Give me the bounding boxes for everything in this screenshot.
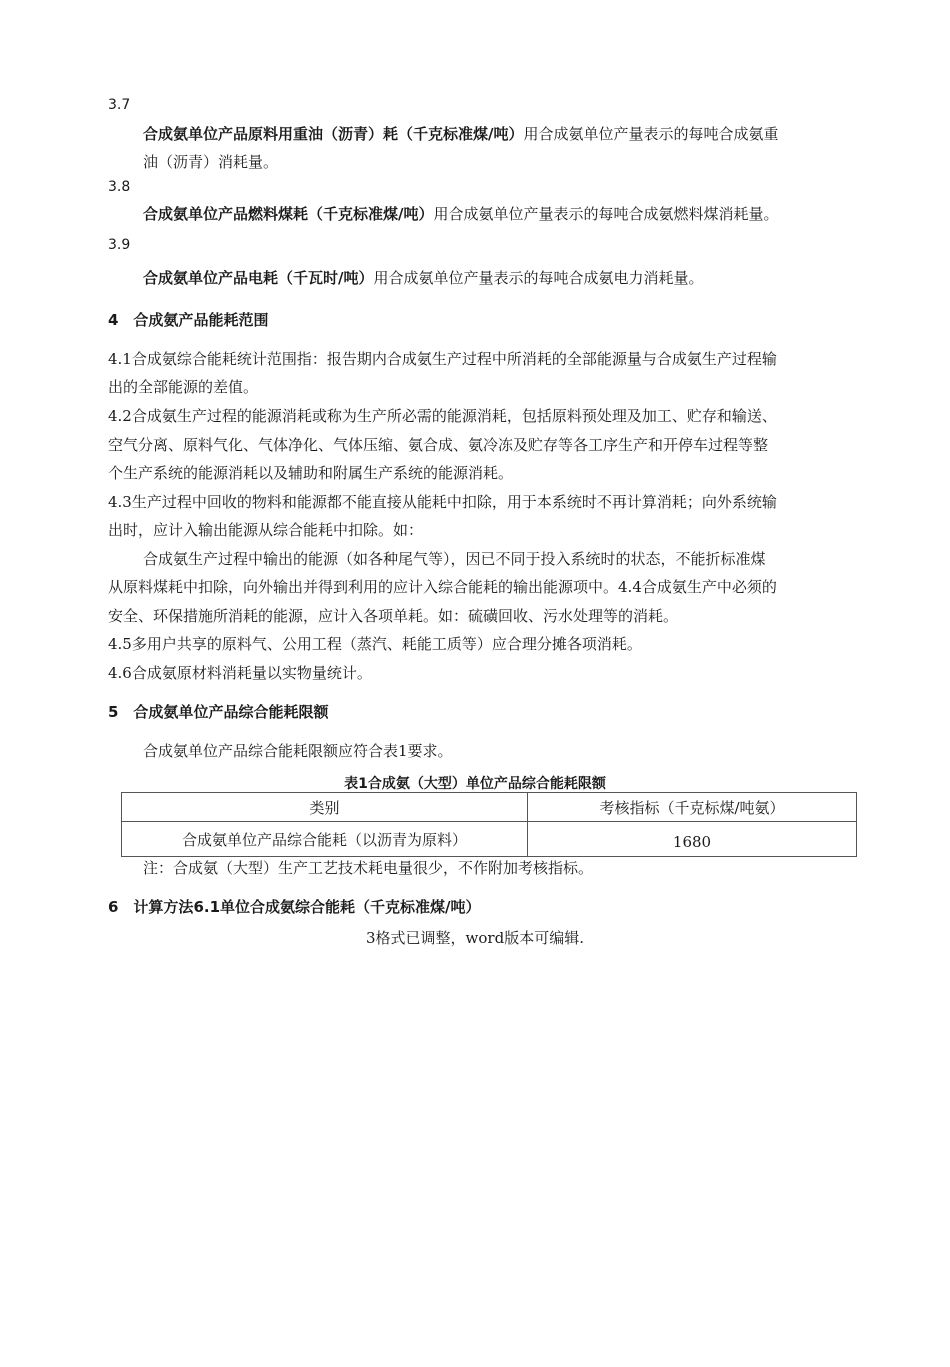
paragraph-line: 4.6合成氨原材料消耗量以实物量统计。 xyxy=(108,664,372,682)
paragraph-line: 合成氨生产过程中输出的能源（如各种尾气等），因已不同于投入系统时的状态，不能折标准煤 xyxy=(143,550,766,568)
table-cell: 合成氨单位产品综合能耗（以沥青为原料） xyxy=(122,822,528,857)
paragraph-line: 出时，应计入输出能源从综合能耗中扣除。如： xyxy=(108,521,424,539)
table-note: 注：合成氨（大型）生产工艺技术耗电量很少，不作附加考核指标。 xyxy=(143,859,594,877)
section-heading: 5 合成氨单位产品综合能耗限额 xyxy=(108,703,329,721)
definition-line xyxy=(143,268,704,288)
paragraph-line: 4.5多用户共享的原料气、公用工程（蒸汽、耗能工质等）应合理分摊各项消耗。 xyxy=(108,635,642,653)
paragraph-line: 个生产系统的能源消耗以及辅助和附属生产系统的能源消耗。 xyxy=(108,464,514,482)
section-number: 3.7 xyxy=(108,97,131,113)
paragraph-line: 安全、环保措施所消耗的能源，应计入各项单耗。如：硫磺回收、污水处理等的消耗。 xyxy=(108,607,679,625)
definition-line xyxy=(143,204,779,224)
paragraph-line: 4.2合成氨生产过程的能源消耗或称为生产所必需的能源消耗，包括原料预处理及加工、贮存和输送、 xyxy=(108,407,777,425)
section-heading: 4 合成氨产品能耗范围 xyxy=(108,311,269,329)
table-header-cell: 考核指标（千克标煤/吨氨） xyxy=(528,793,857,822)
section-heading xyxy=(108,897,481,917)
definition-line xyxy=(143,124,779,144)
table-header-cell: 类别 xyxy=(122,793,528,822)
section-number: 3.9 xyxy=(108,237,131,253)
footer-note: 3格式已调整，word版本可编辑. xyxy=(366,929,584,947)
term: 合成氨单位产品原料用重油（沥青）耗（千克标准煤/吨） xyxy=(143,125,524,143)
definition: 用合成氨单位产量表示的每吨合成氨电力消耗量。 xyxy=(373,269,704,287)
paragraph-line: 出的全部能源的差值。 xyxy=(108,378,259,396)
paragraph-line: 4.1合成氨综合能耗统计范围指：报告期内合成氨生产过程中所消耗的全部能源量与合成氨生产过程输 xyxy=(108,350,777,368)
table-cell: 1680 xyxy=(528,822,857,857)
term: 合成氨单位产品燃料煤耗（千克标准煤/吨） xyxy=(143,205,434,223)
term: 合成氨单位产品电耗（千瓦时/吨） xyxy=(143,269,374,287)
section-heading-number: 6 计算方法6.1单位合成氨综合能耗 xyxy=(108,898,356,916)
definition-line: 油（沥青）消耗量。 xyxy=(143,153,279,171)
paragraph-line: 空气分离、原料气化、气体净化、气体压缩、氨合成、氨冷冻及贮存等各工序生产和开停车过程等整 xyxy=(108,436,769,454)
table-caption: 表1合成氨（大型）单位产品综合能耗限额 xyxy=(344,776,606,792)
definition: 用合成氨单位产量表示的每吨合成氨重 xyxy=(523,125,779,143)
table-header-row xyxy=(122,793,857,822)
section-heading-unit: （千克标准煤/吨） xyxy=(355,898,481,916)
section-number: 3.8 xyxy=(108,179,131,195)
paragraph-line: 合成氨单位产品综合能耗限额应符合表1要求。 xyxy=(143,742,453,760)
table-row xyxy=(122,822,857,857)
definition: 用合成氨单位产量表示的每吨合成氨燃料煤消耗量。 xyxy=(433,205,779,223)
paragraph-line: 从原料煤耗中扣除，向外输出并得到利用的应计入综合能耗的输出能源项中。4.4合成氨生产中必须的 xyxy=(108,578,777,596)
energy-limit-table xyxy=(121,792,857,857)
paragraph-line: 4.3生产过程中回收的物料和能源都不能直接从能耗中扣除，用于本系统时不再计算消耗；向外系统输 xyxy=(108,493,777,511)
